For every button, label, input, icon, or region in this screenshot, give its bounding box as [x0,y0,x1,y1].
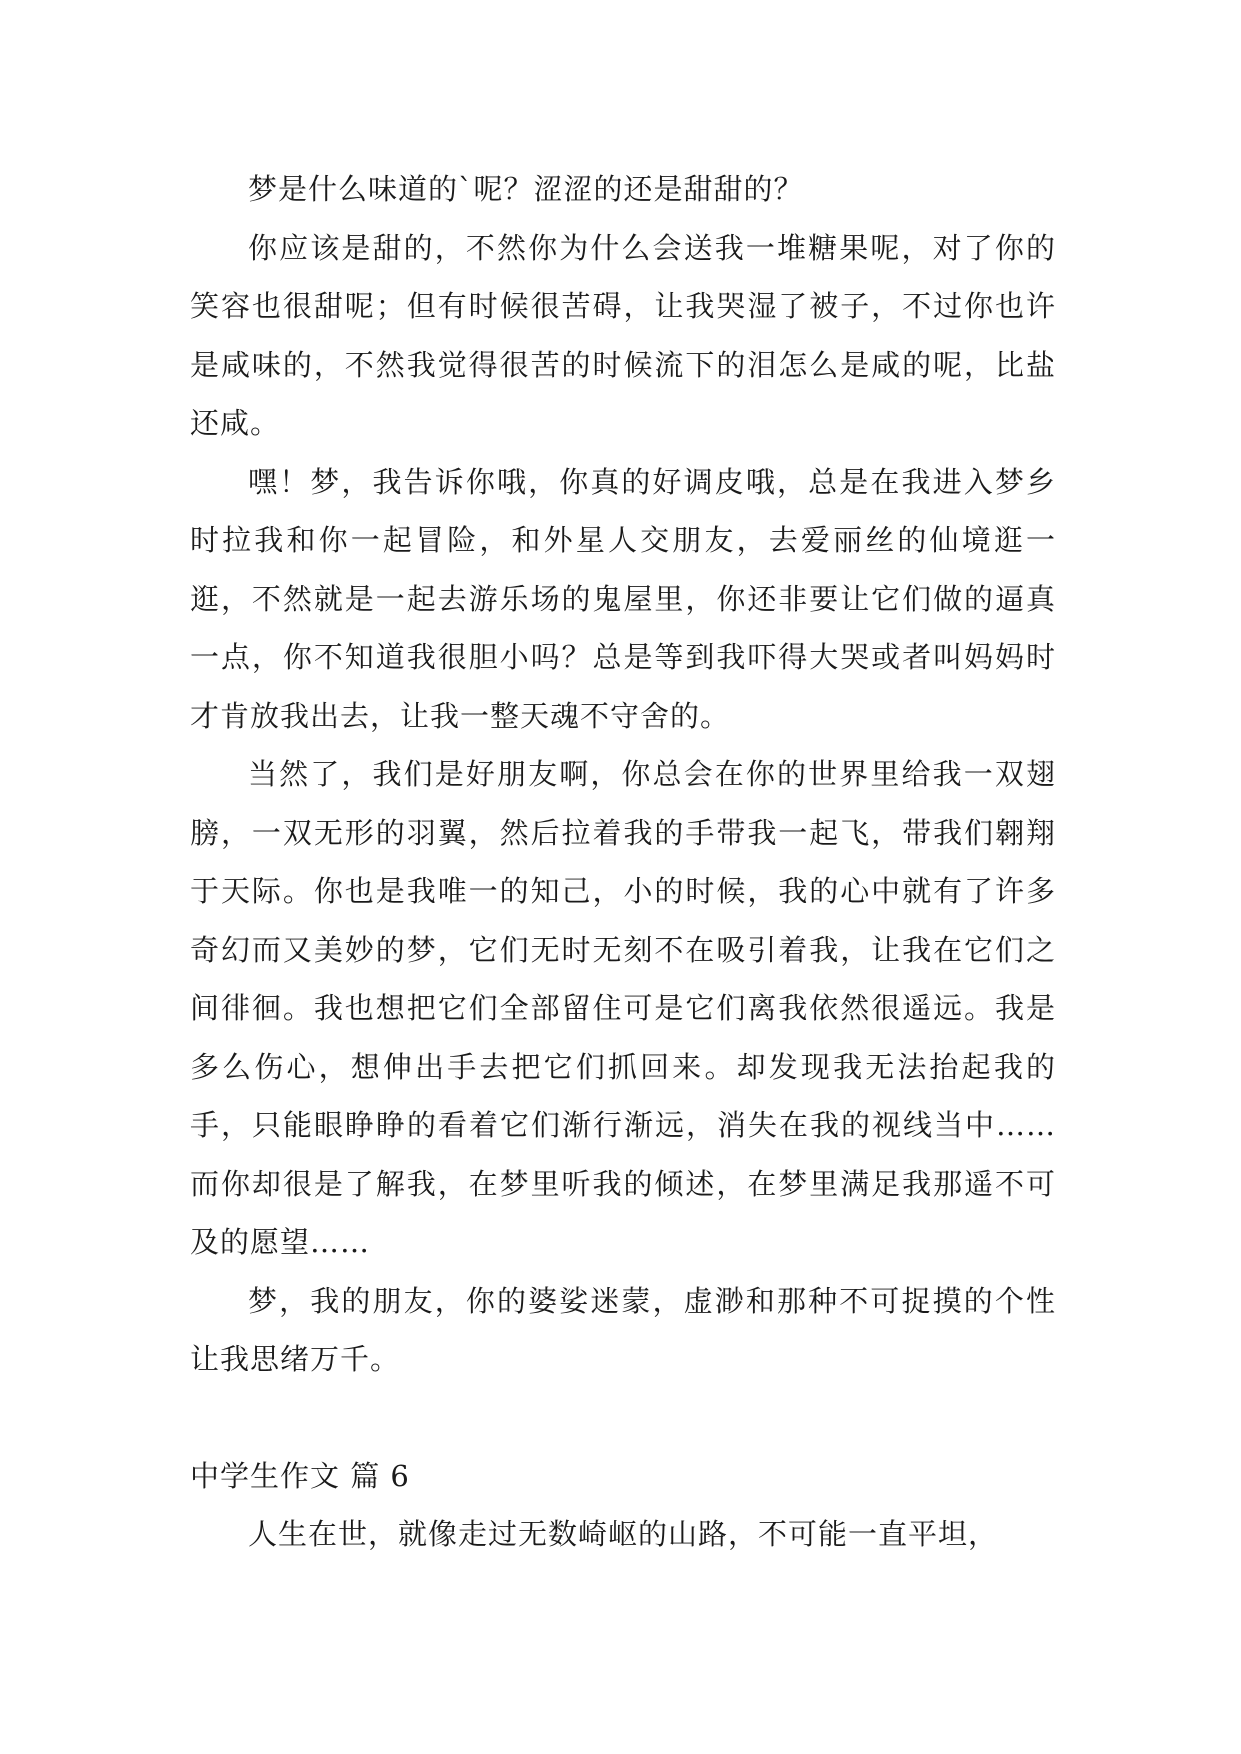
section-heading: 中学生作文 篇 6 [190,1458,410,1493]
document-body [190,160,1056,1564]
paragraph: 当然了，我们是好朋友啊，你总会在你的世界里给我一双翅膀，一双无形的羽翼，然后拉着我的手带我一起飞，带我们翱翔于天际。你也是我唯一的知己，小的时候，我的心中就有了许多奇幻而又美妙的梦，它们无时无刻不在吸引着我，让我在它们之间徘徊。我也想把它们全部留住可是它们离我依然很遥远。我是多么伤心，想伸出手去把它们抓回来。却发现我无法抬起我的手，只能眼睁睁的看着它们渐行渐远，消失在我的视线当中……而你却很是了解我，在梦里听我的倾述，在梦里满足我那遥不可及的愿望…… [190,757,1056,1259]
paragraph: 梦是什么味道的`呢？涩涩的还是甜甜的？ [248,172,804,206]
paragraph: 梦，我的朋友，你的婆娑迷蒙，虚渺和那种不可捉摸的个性让我思绪万千。 [190,1283,1056,1376]
paragraph: 你应该是甜的，不然你为什么会送我一堆糖果呢，对了你的笑容也很甜呢；但有时候很苦碍，让我哭湿了被子，不过你也许是咸味的，不然我觉得很苦的时候流下的泪怎么是咸的呢，比盐还咸。 [190,230,1056,440]
paragraph: 人生在世，就像走过无数崎岖的山路，不可能一直平坦， [248,1517,999,1551]
paragraph: 嘿！梦，我告诉你哦，你真的好调皮哦，总是在我进入梦乡时拉我和你一起冒险，和外星人交朋友，去爱丽丝的仙境逛一逛，不然就是一起去游乐场的鬼屋里，你还非要让它们做的逼真一点，你不知道我很胆小吗？总是等到我吓得大哭或者叫妈妈时才肯放我出去，让我一整天魂不守舍的。 [190,464,1056,733]
